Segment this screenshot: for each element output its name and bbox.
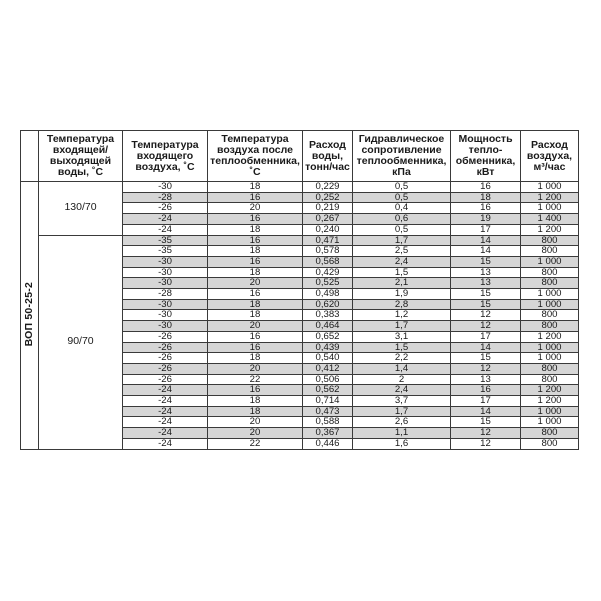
water-temp-group-cell <box>39 235 123 449</box>
cell-hydraulic-resistance: 1,7 <box>353 235 451 246</box>
header-power: Мощность тепло-обменника, кВт <box>451 131 521 182</box>
cell-outlet-air-temp: 16 <box>208 235 303 246</box>
cell-hydraulic-resistance: 0,6 <box>353 214 451 225</box>
cell-power: 14 <box>451 342 521 353</box>
cell-inlet-air-temp: -24 <box>123 428 208 439</box>
cell-hydraulic-resistance: 3,7 <box>353 396 451 407</box>
cell-outlet-air-temp: 16 <box>208 331 303 342</box>
cell-inlet-air-temp: -26 <box>123 363 208 374</box>
cell-water-flow: 0,267 <box>303 214 353 225</box>
cell-power: 14 <box>451 235 521 246</box>
cell-power: 16 <box>451 203 521 214</box>
cell-inlet-air-temp: -26 <box>123 331 208 342</box>
cell-air-flow: 1 000 <box>521 353 579 364</box>
cell-inlet-air-temp: -26 <box>123 342 208 353</box>
cell-air-flow: 1 000 <box>521 406 579 417</box>
cell-air-flow: 800 <box>521 278 579 289</box>
cell-hydraulic-resistance: 1,9 <box>353 289 451 300</box>
cell-water-flow: 0,506 <box>303 374 353 385</box>
cell-outlet-air-temp: 18 <box>208 299 303 310</box>
cell-air-flow: 1 400 <box>521 214 579 225</box>
cell-hydraulic-resistance: 1,7 <box>353 321 451 332</box>
cell-air-flow: 800 <box>521 438 579 449</box>
cell-outlet-air-temp: 18 <box>208 406 303 417</box>
water-temp-group-cell <box>39 182 123 236</box>
header-hydraulic-resistance: Гидравлическое сопротивление теплообменника, кПа <box>353 131 451 182</box>
cell-power: 13 <box>451 374 521 385</box>
cell-inlet-air-temp: -35 <box>123 246 208 257</box>
cell-inlet-air-temp: -30 <box>123 267 208 278</box>
spec-sheet <box>20 130 578 450</box>
header-inlet-air-temp: Температура входящего воздуха, ˚С <box>123 131 208 182</box>
header-blank-cell <box>21 131 39 182</box>
cell-hydraulic-resistance: 2,1 <box>353 278 451 289</box>
cell-water-flow: 0,540 <box>303 353 353 364</box>
cell-inlet-air-temp: -24 <box>123 417 208 428</box>
cell-air-flow: 800 <box>521 246 579 257</box>
cell-water-flow: 0,568 <box>303 256 353 267</box>
cell-outlet-air-temp: 18 <box>208 182 303 193</box>
cell-water-flow: 0,562 <box>303 385 353 396</box>
cell-inlet-air-temp: -30 <box>123 321 208 332</box>
cell-water-flow: 0,446 <box>303 438 353 449</box>
cell-hydraulic-resistance: 1,5 <box>353 267 451 278</box>
cell-outlet-air-temp: 16 <box>208 192 303 203</box>
cell-air-flow: 1 000 <box>521 299 579 310</box>
cell-water-flow: 0,464 <box>303 321 353 332</box>
cell-hydraulic-resistance: 3,1 <box>353 331 451 342</box>
cell-power: 13 <box>451 278 521 289</box>
cell-air-flow: 1 000 <box>521 342 579 353</box>
cell-water-flow: 0,473 <box>303 406 353 417</box>
cell-air-flow: 800 <box>521 363 579 374</box>
cell-water-flow: 0,383 <box>303 310 353 321</box>
cell-outlet-air-temp: 16 <box>208 214 303 225</box>
cell-hydraulic-resistance: 2,6 <box>353 417 451 428</box>
cell-air-flow: 800 <box>521 310 579 321</box>
water-temp-group-label: 130/70 <box>64 201 97 214</box>
cell-water-flow: 0,229 <box>303 182 353 193</box>
cell-hydraulic-resistance: 1,1 <box>353 428 451 439</box>
cell-power: 17 <box>451 396 521 407</box>
cell-air-flow: 1 200 <box>521 192 579 203</box>
cell-power: 15 <box>451 299 521 310</box>
cell-power: 16 <box>451 385 521 396</box>
cell-inlet-air-temp: -35 <box>123 235 208 246</box>
cell-outlet-air-temp: 22 <box>208 438 303 449</box>
table-row <box>21 235 579 246</box>
cell-power: 19 <box>451 214 521 225</box>
table-body <box>21 182 579 450</box>
cell-hydraulic-resistance: 0,5 <box>353 192 451 203</box>
cell-outlet-air-temp: 20 <box>208 321 303 332</box>
cell-hydraulic-resistance: 2,5 <box>353 246 451 257</box>
table-row <box>21 182 579 193</box>
cell-hydraulic-resistance: 0,5 <box>353 182 451 193</box>
cell-power: 13 <box>451 267 521 278</box>
cell-water-flow: 0,240 <box>303 224 353 235</box>
cell-outlet-air-temp: 18 <box>208 224 303 235</box>
cell-hydraulic-resistance: 2 <box>353 374 451 385</box>
cell-power: 16 <box>451 182 521 193</box>
cell-water-flow: 0,498 <box>303 289 353 300</box>
cell-hydraulic-resistance: 2,4 <box>353 256 451 267</box>
header-water-temp: Температура входящей/ выходящей воды, ˚С <box>39 131 123 182</box>
cell-inlet-air-temp: -24 <box>123 385 208 396</box>
cell-air-flow: 1 000 <box>521 203 579 214</box>
cell-hydraulic-resistance: 1,7 <box>353 406 451 417</box>
header-water-flow: Расход воды, тонн/час <box>303 131 353 182</box>
heater-spec-table <box>20 130 579 450</box>
cell-outlet-air-temp: 18 <box>208 396 303 407</box>
cell-inlet-air-temp: -30 <box>123 299 208 310</box>
cell-power: 15 <box>451 256 521 267</box>
cell-hydraulic-resistance: 0,5 <box>353 224 451 235</box>
cell-outlet-air-temp: 18 <box>208 310 303 321</box>
cell-hydraulic-resistance: 1,2 <box>353 310 451 321</box>
cell-inlet-air-temp: -30 <box>123 256 208 267</box>
cell-inlet-air-temp: -30 <box>123 182 208 193</box>
cell-inlet-air-temp: -24 <box>123 396 208 407</box>
cell-inlet-air-temp: -28 <box>123 289 208 300</box>
cell-inlet-air-temp: -24 <box>123 438 208 449</box>
cell-air-flow: 1 200 <box>521 331 579 342</box>
cell-outlet-air-temp: 20 <box>208 363 303 374</box>
cell-hydraulic-resistance: 2,2 <box>353 353 451 364</box>
header-air-flow: Расход воздуха, м³/час <box>521 131 579 182</box>
cell-air-flow: 800 <box>521 321 579 332</box>
cell-outlet-air-temp: 16 <box>208 289 303 300</box>
cell-water-flow: 0,652 <box>303 331 353 342</box>
cell-water-flow: 0,588 <box>303 417 353 428</box>
cell-inlet-air-temp: -26 <box>123 374 208 385</box>
cell-power: 14 <box>451 406 521 417</box>
cell-inlet-air-temp: -30 <box>123 278 208 289</box>
cell-inlet-air-temp: -26 <box>123 353 208 364</box>
cell-air-flow: 1 000 <box>521 256 579 267</box>
cell-outlet-air-temp: 16 <box>208 342 303 353</box>
cell-power: 18 <box>451 192 521 203</box>
cell-outlet-air-temp: 20 <box>208 417 303 428</box>
cell-water-flow: 0,429 <box>303 267 353 278</box>
cell-water-flow: 0,252 <box>303 192 353 203</box>
cell-inlet-air-temp: -24 <box>123 214 208 225</box>
cell-water-flow: 0,412 <box>303 363 353 374</box>
cell-inlet-air-temp: -26 <box>123 203 208 214</box>
cell-air-flow: 1 200 <box>521 224 579 235</box>
cell-power: 15 <box>451 353 521 364</box>
cell-water-flow: 0,525 <box>303 278 353 289</box>
cell-power: 12 <box>451 438 521 449</box>
cell-air-flow: 1 200 <box>521 396 579 407</box>
cell-water-flow: 0,471 <box>303 235 353 246</box>
cell-power: 12 <box>451 428 521 439</box>
cell-power: 12 <box>451 321 521 332</box>
cell-hydraulic-resistance: 1,5 <box>353 342 451 353</box>
cell-outlet-air-temp: 16 <box>208 256 303 267</box>
cell-water-flow: 0,439 <box>303 342 353 353</box>
cell-air-flow: 1 200 <box>521 385 579 396</box>
cell-hydraulic-resistance: 2,8 <box>353 299 451 310</box>
cell-outlet-air-temp: 20 <box>208 428 303 439</box>
cell-hydraulic-resistance: 2,4 <box>353 385 451 396</box>
cell-power: 14 <box>451 246 521 257</box>
cell-hydraulic-resistance: 1,6 <box>353 438 451 449</box>
cell-inlet-air-temp: -24 <box>123 406 208 417</box>
cell-power: 15 <box>451 417 521 428</box>
cell-water-flow: 0,219 <box>303 203 353 214</box>
cell-air-flow: 1 000 <box>521 417 579 428</box>
cell-outlet-air-temp: 16 <box>208 385 303 396</box>
cell-air-flow: 1 000 <box>521 182 579 193</box>
cell-air-flow: 800 <box>521 374 579 385</box>
cell-hydraulic-resistance: 1,4 <box>353 363 451 374</box>
cell-water-flow: 0,367 <box>303 428 353 439</box>
cell-inlet-air-temp: -24 <box>123 224 208 235</box>
model-label-cell <box>21 182 39 450</box>
header-row <box>21 131 579 182</box>
cell-inlet-air-temp: -30 <box>123 310 208 321</box>
cell-outlet-air-temp: 18 <box>208 267 303 278</box>
cell-water-flow: 0,714 <box>303 396 353 407</box>
cell-air-flow: 800 <box>521 267 579 278</box>
cell-air-flow: 800 <box>521 235 579 246</box>
cell-power: 12 <box>451 310 521 321</box>
cell-power: 15 <box>451 289 521 300</box>
cell-air-flow: 800 <box>521 428 579 439</box>
cell-power: 17 <box>451 224 521 235</box>
cell-water-flow: 0,578 <box>303 246 353 257</box>
cell-outlet-air-temp: 22 <box>208 374 303 385</box>
cell-inlet-air-temp: -28 <box>123 192 208 203</box>
model-label: ВОП 50-25-2 <box>22 281 35 347</box>
cell-hydraulic-resistance: 0,4 <box>353 203 451 214</box>
cell-outlet-air-temp: 20 <box>208 278 303 289</box>
cell-water-flow: 0,620 <box>303 299 353 310</box>
cell-power: 17 <box>451 331 521 342</box>
water-temp-group-label: 90/70 <box>67 335 94 348</box>
cell-air-flow: 1 000 <box>521 289 579 300</box>
cell-outlet-air-temp: 18 <box>208 246 303 257</box>
cell-outlet-air-temp: 18 <box>208 353 303 364</box>
cell-power: 12 <box>451 363 521 374</box>
header-outlet-air-temp: Температура воздуха после теплообменника, ˚С <box>208 131 303 182</box>
cell-outlet-air-temp: 20 <box>208 203 303 214</box>
